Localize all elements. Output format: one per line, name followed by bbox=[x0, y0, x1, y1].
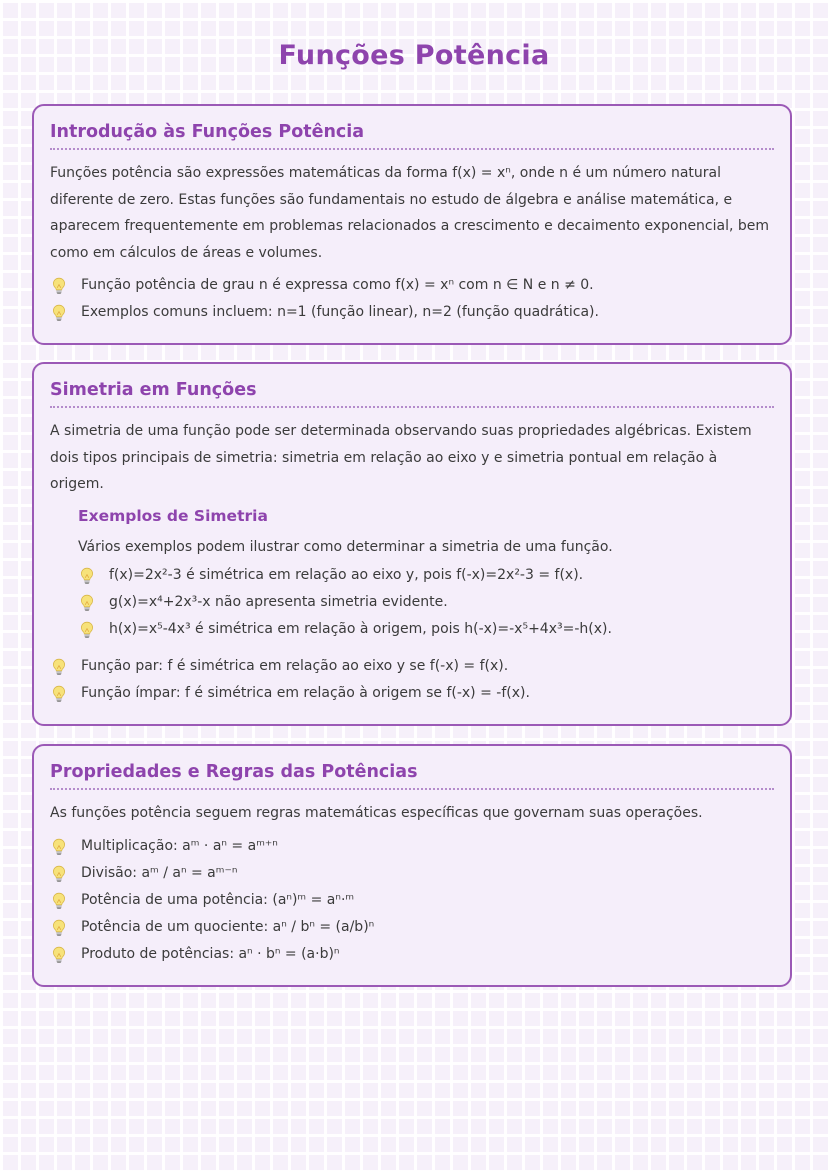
lightbulb-icon bbox=[51, 946, 67, 964]
section-paragraph: A simetria de uma função pode ser determinada observando suas propriedades algébricas. Existem dois tipos principais de simetria: simetria em relação ao eixo y e simetria pontual em relação à origem. bbox=[50, 423, 752, 492]
lightbulb-icon bbox=[51, 892, 67, 910]
lightbulb-icon bbox=[51, 865, 67, 883]
list-item-text: h(x)=x⁵-4x³ é simétrica em relação à origem, pois h(-x)=-x⁵+4x³=-h(x). bbox=[109, 621, 612, 637]
list-item-text: Divisão: aᵐ / aⁿ = aᵐ⁻ⁿ bbox=[81, 864, 238, 881]
lightbulb-icon bbox=[51, 277, 67, 295]
bullet-list bbox=[50, 653, 774, 707]
list-item bbox=[50, 680, 774, 707]
list-item bbox=[50, 887, 774, 914]
bullet-list bbox=[50, 272, 774, 326]
lightbulb-icon bbox=[51, 304, 67, 322]
list-item bbox=[50, 299, 774, 326]
list-item-text: f(x)=2x²-3 é simétrica em relação ao eixo y, pois f(-x)=2x²-3 = f(x). bbox=[109, 567, 584, 583]
lightbulb-icon bbox=[79, 594, 95, 612]
list-item-text: Exemplos comuns incluem: n=1 (função linear), n=2 (função quadrática). bbox=[81, 304, 599, 320]
lightbulb-icon bbox=[79, 621, 95, 639]
bullet-list bbox=[78, 562, 774, 643]
section-paragraph: Funções potência são expressões matemáticas da forma f(x) = xⁿ, onde n é um número natural diferente de zero. Estas funções são fundamentais no estudo de álgebra e análise matemática, e aparecem frequentemente em problemas relacionados a crescimento e decaimento exponencial, bem como em cálculos de áreas e volumes. bbox=[50, 165, 770, 261]
list-item-text: Potência de um quociente: aⁿ / bⁿ = (a/b)ⁿ bbox=[81, 918, 375, 935]
list-item bbox=[50, 860, 774, 887]
section-intro bbox=[32, 104, 792, 345]
lightbulb-icon bbox=[51, 919, 67, 937]
lightbulb-icon bbox=[51, 838, 67, 856]
lightbulb-icon bbox=[79, 567, 95, 585]
section-heading: Introdução às Funções Potência bbox=[50, 122, 774, 150]
list-item bbox=[50, 914, 774, 941]
list-item bbox=[50, 272, 774, 299]
list-item-text: Função par: f é simétrica em relação ao eixo y se f(-x) = f(x). bbox=[81, 658, 509, 674]
section-properties bbox=[32, 744, 792, 987]
list-item bbox=[78, 616, 774, 643]
list-item-text: g(x)=x⁴+2x³-x não apresenta simetria evidente. bbox=[109, 594, 448, 610]
list-item-text: Função ímpar: f é simétrica em relação à origem se f(-x) = -f(x). bbox=[81, 685, 530, 701]
section-symmetry bbox=[32, 362, 792, 726]
list-item bbox=[78, 562, 774, 589]
list-item bbox=[50, 653, 774, 680]
bullet-list bbox=[50, 833, 774, 968]
list-item bbox=[50, 833, 774, 860]
subsection-paragraph: Vários exemplos podem ilustrar como determinar a simetria de uma função. bbox=[78, 538, 613, 555]
list-item-text: Função potência de grau n é expressa como f(x) = xⁿ com n ∈ N e n ≠ 0. bbox=[81, 277, 594, 293]
list-item-text: Multiplicação: aᵐ · aⁿ = aᵐ⁺ⁿ bbox=[81, 837, 278, 854]
section-heading: Simetria em Funções bbox=[50, 380, 774, 408]
subsection-examples bbox=[78, 504, 774, 644]
lightbulb-icon bbox=[51, 658, 67, 676]
lightbulb-icon bbox=[51, 685, 67, 703]
subsection-heading: Exemplos de Simetria bbox=[78, 506, 268, 525]
list-item bbox=[78, 589, 774, 616]
section-paragraph: As funções potência seguem regras matemáticas específicas que governam suas operações. bbox=[50, 805, 703, 821]
section-heading: Propriedades e Regras das Potências bbox=[50, 762, 774, 790]
list-item-text: Potência de uma potência: (aⁿ)ᵐ = aⁿ·ᵐ bbox=[81, 891, 355, 908]
page-title: Funções Potência bbox=[278, 40, 550, 71]
list-item-text: Produto de potências: aⁿ · bⁿ = (a·b)ⁿ bbox=[81, 945, 340, 962]
list-item bbox=[50, 941, 774, 968]
